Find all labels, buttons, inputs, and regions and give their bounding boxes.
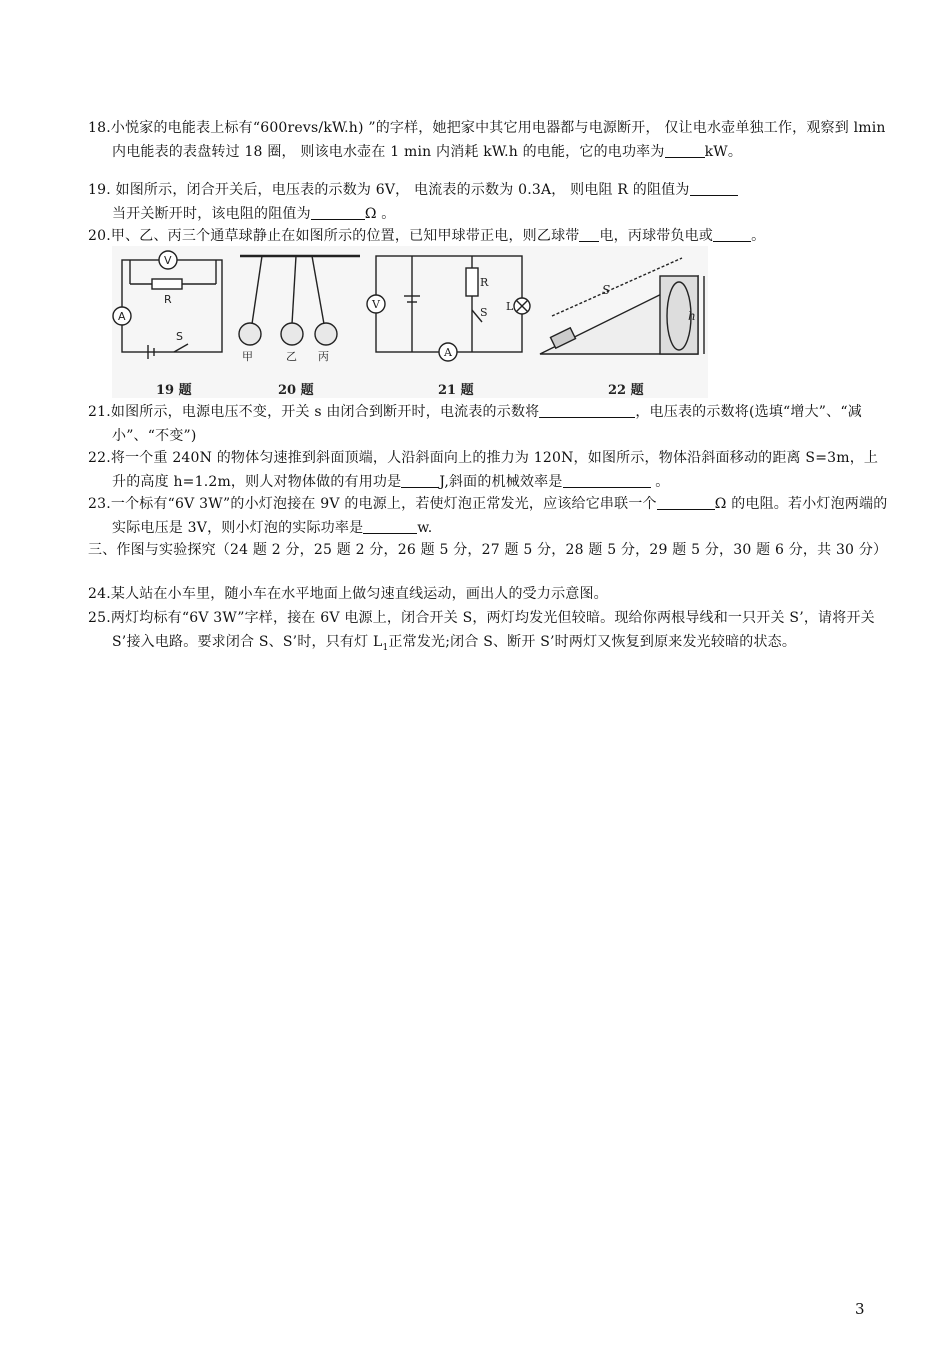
resistor-icon (152, 279, 182, 289)
lamp-label: L (506, 300, 514, 313)
answer-blank[interactable] (579, 225, 599, 242)
resistor-icon (466, 268, 478, 296)
question-22-text-2: J,斜面的机械效率是 (439, 474, 563, 490)
figure-19-caption: 19 题 (156, 383, 192, 398)
resistor-label: R (164, 293, 172, 306)
question-20-text-2: 电，丙球带负电或 (599, 228, 714, 244)
resistor-label: R (480, 276, 489, 289)
question-18-text: 18.小悦家的电能表上标有“600revs/kW.h) ”的字样，她把家中其它用电器都与电源断开， 仅让电水壶单独工作，观察到 lmin 内电能表的表盘转过 18 圈， 则该电水壶在 1 min 内消耗 kW.h 的电能，它的电功率为 (88, 120, 886, 160)
question-20 (88, 224, 888, 248)
ball-jia-label: 甲 (242, 350, 253, 363)
slope-label: S (602, 283, 611, 297)
section-3-text: 三、作图与实验探究（24 题 2 分，25 题 2 分，26 题 5 分，27 题 5 分，28 题 5 分，29 题 5 分，30 题 6 分，共 30 分） (88, 542, 888, 558)
height-label: h (688, 309, 696, 323)
figure-21-caption: 21 题 (438, 383, 474, 398)
subscript: 1 (382, 642, 389, 653)
question-21 (88, 400, 888, 448)
section-3-heading (88, 538, 888, 562)
ball-yi-label: 乙 (286, 350, 297, 363)
question-22-tail: 。 (650, 474, 670, 490)
question-24 (88, 582, 888, 606)
question-23-text-2: Ω 的电阻。若小灯泡两端的实际电压是 3V，则小灯泡的实际功率是 (112, 496, 888, 536)
voltmeter-label: V (372, 298, 380, 311)
ball-yi (281, 323, 303, 345)
question-23-tail: w. (417, 520, 433, 536)
question-23-text: 23.一个标有“6V 3W”的小灯泡接在 9V 的电源上，若使灯泡正常发光，应该给它串联一个 (88, 496, 657, 512)
question-24-text: 24.某人站在小车里，随小车在水平地面上做匀速直线运动，画出人的受力示意图。 (88, 586, 608, 602)
question-22-text: 22.将一个重 240N 的物体匀速推到斜面顶端，人沿斜面向上的推力为 120N，如图所示，物体沿斜面移动的距离 S=3m，上升的高度 h=1.2m，则人对物体做的有用功是 (88, 450, 879, 490)
ammeter-label: A (118, 310, 126, 323)
question-19-text: 19. 如图所示，闭合开关后，电压表的示数为 6V， 电流表的示数为 0.3A， 则电阻 R 的阻值为 (88, 182, 690, 198)
ball-jia (239, 323, 261, 345)
question-21-text: 21.如图所示，电源电压不变，开关 s 由闭合到断开时，电流表的示数将 (88, 404, 540, 420)
answer-blank[interactable] (311, 203, 365, 220)
answer-blank[interactable] (363, 517, 417, 534)
question-20-text: 20.甲、乙、丙三个通草球静止在如图所示的位置，已知甲球带正电，则乙球带 (88, 228, 580, 244)
question-18-tail: kW。 (704, 144, 743, 160)
answer-blank[interactable] (713, 225, 751, 242)
page-number: 3 (855, 1300, 865, 1318)
switch-label: S (176, 330, 183, 343)
voltmeter-label: V (164, 254, 172, 267)
question-25 (88, 606, 888, 660)
figures-row (112, 246, 708, 398)
answer-blank[interactable] (563, 471, 651, 488)
answer-blank[interactable] (539, 401, 635, 418)
question-18 (88, 116, 888, 164)
question-19-text-2: 当开关断开时，该电阻的阻值为 (112, 206, 311, 222)
question-20-tail: 。 (751, 228, 766, 244)
question-25-tail: 正常发光;闭合 S、断开 S’时两灯又恢复到原来发光较暗的状态。 (388, 634, 797, 650)
question-19 (88, 178, 888, 226)
answer-blank[interactable] (657, 493, 715, 510)
ball-bing-label: 丙 (318, 350, 329, 363)
answer-blank[interactable] (665, 141, 705, 158)
ball-bing (315, 323, 337, 345)
question-21-tail: ，电压表的示数将(选填“增大”、“减小”、“不变”) (112, 404, 862, 444)
question-23 (88, 492, 888, 540)
figure-22-caption: 22 题 (608, 383, 644, 398)
switch-label: S (480, 306, 488, 319)
answer-blank[interactable] (690, 179, 738, 196)
ammeter-label: A (444, 346, 452, 359)
figures-svg (112, 246, 708, 398)
question-19-tail: Ω 。 (364, 206, 396, 222)
question-22 (88, 446, 888, 494)
figure-20-caption: 20 题 (278, 383, 314, 398)
answer-blank[interactable] (401, 471, 439, 488)
question-25-text: 25.两灯均标有“6V 3W”字样，接在 6V 电源上，闭合开关 S，两灯均发光但较暗。现给你两根导线和一只开关 S’，请将开关 S’接入电路。要求闭合 S、S’时，只有灯 L (88, 610, 875, 650)
